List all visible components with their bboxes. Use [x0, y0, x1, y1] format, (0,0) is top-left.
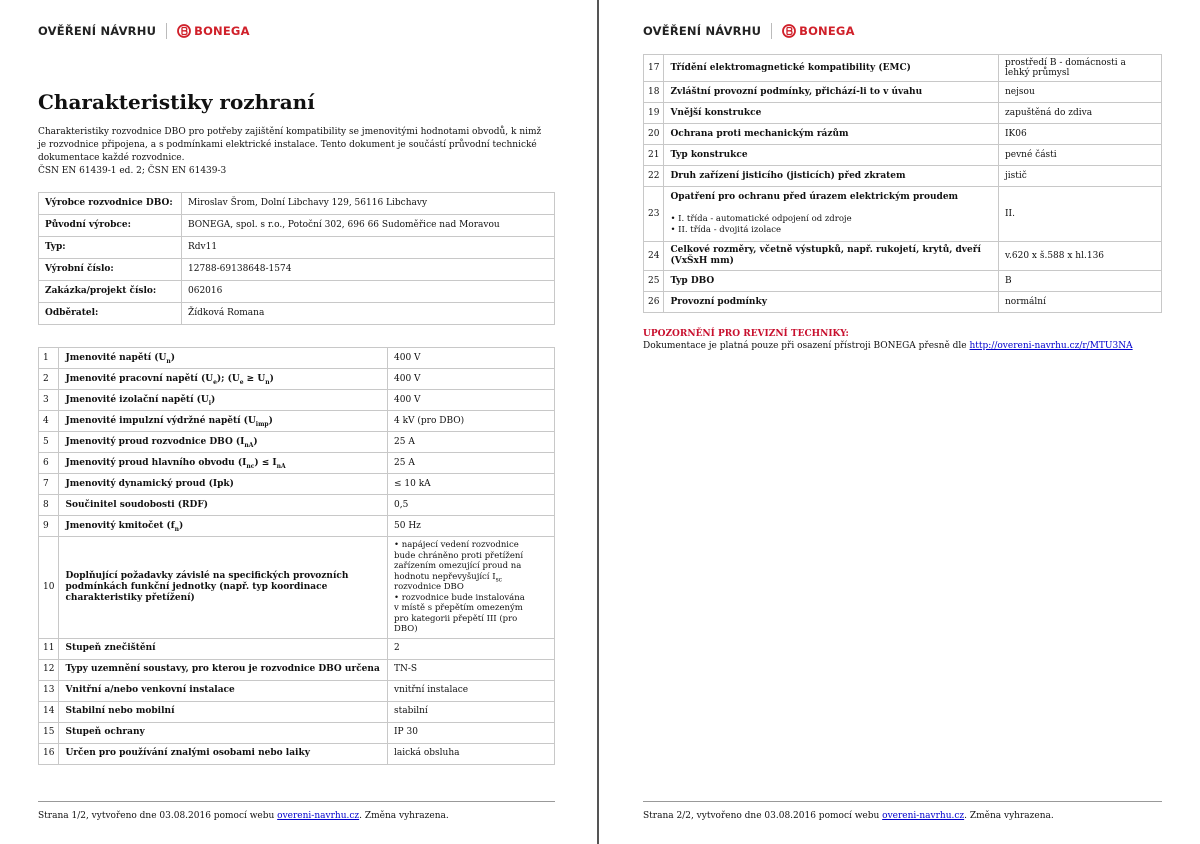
page-divider — [597, 0, 599, 844]
info-row — [39, 215, 555, 237]
spec-row — [644, 187, 1162, 242]
spec-value: II. — [999, 187, 1162, 242]
spec-row — [644, 166, 1162, 187]
spec-label: Jmenovitý proud hlavního obvodu $(I_{nc}) \le I_{nA}$ — [59, 453, 388, 474]
info-value: BONEGA, spol. s r.o., Potoční 302, 696 66 Sudoměřice nad Moravou — [182, 215, 555, 237]
spec-number: 8 — [39, 495, 59, 516]
spec-number: 7 — [39, 474, 59, 495]
info-key: Typ: — [39, 237, 182, 259]
spec-number: 1 — [39, 348, 59, 369]
spec-row — [644, 124, 1162, 145]
spec-row — [39, 390, 555, 411]
bonega-logo — [782, 24, 855, 38]
info-key: Zakázka/projekt číslo: — [39, 281, 182, 303]
spec-row — [39, 348, 555, 369]
spec-label: Vnitřní a/nebo venkovní instalace — [59, 680, 388, 701]
spec-value: ≤ 10 kA — [388, 474, 555, 495]
spec-label: Typ DBO — [664, 271, 999, 292]
spec-row — [644, 145, 1162, 166]
info-value: Rdv11 — [182, 237, 555, 259]
spec-row — [644, 55, 1162, 82]
spec-row — [39, 537, 555, 639]
spec-number: 13 — [39, 680, 59, 701]
page-footer — [643, 801, 1162, 821]
intro-paragraph — [38, 126, 555, 178]
info-key: Původní výrobce: — [39, 215, 182, 237]
intro-line: je rozvodnice připojena, a s podmínkami elektrické instalace. Tento dokument je součástí průvodní technické — [38, 140, 537, 150]
page-header — [643, 22, 1162, 40]
spec-row — [644, 82, 1162, 103]
spec-number: 4 — [39, 411, 59, 432]
spec-value: nejsou — [999, 82, 1162, 103]
intro-line: dokumentace každé rozvodnice. — [38, 153, 185, 163]
spec-label: Jmenovitý dynamický proud (Ipk) — [59, 474, 388, 495]
spec-number: 6 — [39, 453, 59, 474]
spec-number: 18 — [644, 82, 664, 103]
spec-value: vnitřní instalace — [388, 680, 555, 701]
info-row — [39, 259, 555, 281]
header-title: OVĚŘENÍ NÁVRHU — [38, 24, 157, 38]
spec-label: Typy uzemnění soustavy, pro kterou je rozvodnice DBO určena — [59, 659, 388, 680]
spec-value: v.620 x š.588 x hl.136 — [999, 242, 1162, 271]
spec-label: Stupeň ochrany — [59, 722, 388, 743]
bonega-logo-icon — [782, 24, 796, 38]
spec-row — [39, 432, 555, 453]
spec-number: 19 — [644, 103, 664, 124]
spec-value: 400 V — [388, 348, 555, 369]
page-header — [38, 22, 555, 40]
spec-row — [39, 453, 555, 474]
spec-value: 400 V — [388, 390, 555, 411]
page-1 — [0, 0, 598, 844]
spec-number: 17 — [644, 55, 664, 82]
warning-title: UPOZORNĚNÍ PRO REVIZNÍ TECHNIKY: — [643, 329, 849, 339]
footer-link[interactable]: overeni-navrhu.cz — [277, 811, 360, 821]
spec-label: Zvláštní provozní podmínky, přichází-li to v úvahu — [664, 82, 999, 103]
footer-link[interactable]: overeni-navrhu.cz — [882, 811, 965, 821]
spec-row — [39, 516, 555, 537]
spec-label: Jmenovité napětí $(U_n)$ — [59, 348, 388, 369]
header-title: OVĚŘENÍ NÁVRHU — [643, 24, 762, 38]
manufacturer-info-table — [38, 192, 555, 325]
spec-label: Stabilní nebo mobilní — [59, 701, 388, 722]
spec-number: 25 — [644, 271, 664, 292]
spec-row — [39, 701, 555, 722]
spec-row — [39, 495, 555, 516]
spec-value: 2 — [388, 638, 555, 659]
spec-value: prostředí B - domácnosti a lehký průmysl — [999, 55, 1162, 82]
footer-end: . Změna vyhrazena. — [359, 811, 449, 821]
spec-value: 4 kV (pro DBO) — [388, 411, 555, 432]
spec-row — [39, 722, 555, 743]
spec-row — [39, 743, 555, 764]
verification-link[interactable]: http://overeni-navrhu.cz/r/MTU3NA — [969, 341, 1133, 351]
header-separator — [771, 23, 772, 39]
spec-row — [644, 292, 1162, 313]
info-value: Miroslav Šrom, Dolní Libchavy 129, 56116 Libchavy — [182, 193, 555, 215]
spec-value: pevné části — [999, 145, 1162, 166]
bonega-logo — [177, 24, 250, 38]
intro-standards: ČSN EN 61439-1 ed. 2; ČSN EN 61439-3 — [38, 166, 227, 176]
warning-text: Dokumentace je platná pouze při osazení přístroji BONEGA přesně dle http://overeni-navrhu.cz/r/MTU3NA — [643, 341, 1133, 351]
spec-number: 23 — [644, 187, 664, 242]
intro-line: Charakteristiky rozvodnice DBO pro potřeby zajištění kompatibility se jmenovitými hodnotami obvodů, k nimž — [38, 127, 542, 137]
info-row — [39, 193, 555, 215]
page-2 — [600, 0, 1200, 844]
spec-value: 25 A — [388, 453, 555, 474]
spec-row — [39, 680, 555, 701]
spec-row — [39, 638, 555, 659]
spec-value: normální — [999, 292, 1162, 313]
spec-label: Jmenovitý proud rozvodnice DBO $(I_{nA})$ — [59, 432, 388, 453]
info-key: Výrobní číslo: — [39, 259, 182, 281]
spec-row — [644, 271, 1162, 292]
spec-number: 14 — [39, 701, 59, 722]
spec-value: 50 Hz — [388, 516, 555, 537]
spec-number: 26 — [644, 292, 664, 313]
spec-number: 15 — [39, 722, 59, 743]
footer-text: Strana 1/2, vytvořeno dne 03.08.2016 pomocí webu — [38, 811, 278, 821]
spec-label: Stupeň znečištění — [59, 638, 388, 659]
spec-label: Jmenovité impulzní výdržné napětí $(U_{imp})$ — [59, 411, 388, 432]
bonega-logo-icon — [177, 24, 191, 38]
info-key: Odběratel: — [39, 303, 182, 325]
spec-label: Jmenovité izolační napětí $(U_i)$ — [59, 390, 388, 411]
spec-value: IK06 — [999, 124, 1162, 145]
spec-value: zapuštěná do zdiva — [999, 103, 1162, 124]
page-title: Charakteristiky rozhraní — [38, 90, 315, 114]
spec-value: 400 V — [388, 369, 555, 390]
spec-value: laická obsluha — [388, 743, 555, 764]
spec-label: Třídění elektromagnetické kompatibility (EMC) — [664, 55, 999, 82]
spec-number: 10 — [39, 537, 59, 639]
spec-number: 16 — [39, 743, 59, 764]
spec-label: Ochrana proti mechanickým rázům — [664, 124, 999, 145]
spec-row — [39, 474, 555, 495]
info-row — [39, 303, 555, 325]
spec-number: 22 — [644, 166, 664, 187]
spec-label: Celkové rozměry, včetně výstupků, např. rukojetí, krytů, dveří (VxŠxH mm) — [664, 242, 999, 271]
spec-label: Typ konstrukce — [664, 145, 999, 166]
logo-text: BONEGA — [194, 24, 250, 38]
spec-row — [39, 659, 555, 680]
footer-end: . Změna vyhrazena. — [964, 811, 1054, 821]
spec-row — [39, 411, 555, 432]
interface-characteristics-table — [38, 347, 555, 765]
spec-number: 21 — [644, 145, 664, 166]
info-row — [39, 237, 555, 259]
spec-value: IP 30 — [388, 722, 555, 743]
spec-row — [39, 369, 555, 390]
spec-number: 12 — [39, 659, 59, 680]
spec-row — [644, 103, 1162, 124]
spec-label: Určen pro používání znalými osobami nebo laiky — [59, 743, 388, 764]
spec-number: 9 — [39, 516, 59, 537]
spec-value: jistič — [999, 166, 1162, 187]
spec-label: Součinitel soudobosti (RDF) — [59, 495, 388, 516]
spec-label: Vnější konstrukce — [664, 103, 999, 124]
spec-value: 25 A — [388, 432, 555, 453]
spec-number: 24 — [644, 242, 664, 271]
spec-value: • napájecí vedení rozvodnice bude chráněno proti přetížení zařízením omezující proud na hodnotu nepřevyšující $I_{sc}$ rozvodnice DBO • rozvodnice bude instalována v místě s přepětím omezeným pro kategorii přepětí III (pro DBO) — [388, 537, 555, 639]
info-value: Žídková Romana — [182, 303, 555, 325]
spec-row — [644, 242, 1162, 271]
page-footer — [38, 801, 555, 821]
footer-text: Strana 2/2, vytvořeno dne 03.08.2016 pomocí webu — [643, 811, 883, 821]
spec-label: Opatření pro ochranu před úrazem elektrickým proudem • I. třída - automatické odpojení od zdroje • II. třída - dvojitá izolace — [664, 187, 999, 242]
spec-value: stabilní — [388, 701, 555, 722]
spec-value: 0,5 — [388, 495, 555, 516]
interface-characteristics-table-continued — [643, 54, 1162, 313]
spec-label: Doplňující požadavky závislé na specifických provozních podmínkách funkční jednotky (např. typ koordinace charakteristiky přetížení) — [59, 537, 388, 639]
info-key: Výrobce rozvodnice DBO: — [39, 193, 182, 215]
spec-value: B — [999, 271, 1162, 292]
spec-label: Jmenovitý kmitočet $(f_n)$ — [59, 516, 388, 537]
spec-label: Provozní podmínky — [664, 292, 999, 313]
info-value: 062016 — [182, 281, 555, 303]
spec-number: 2 — [39, 369, 59, 390]
info-value: 12788-69138648-1574 — [182, 259, 555, 281]
logo-text: BONEGA — [799, 24, 855, 38]
spec-label: Jmenovité pracovní napětí $(U_e)$; $(U_e \ge U_n)$ — [59, 369, 388, 390]
header-separator — [166, 23, 167, 39]
spec-number: 20 — [644, 124, 664, 145]
spec-number: 3 — [39, 390, 59, 411]
info-row — [39, 281, 555, 303]
spec-value: TN-S — [388, 659, 555, 680]
spec-number: 11 — [39, 638, 59, 659]
spec-number: 5 — [39, 432, 59, 453]
spec-label: Druh zařízení jisticího (jisticích) před zkratem — [664, 166, 999, 187]
